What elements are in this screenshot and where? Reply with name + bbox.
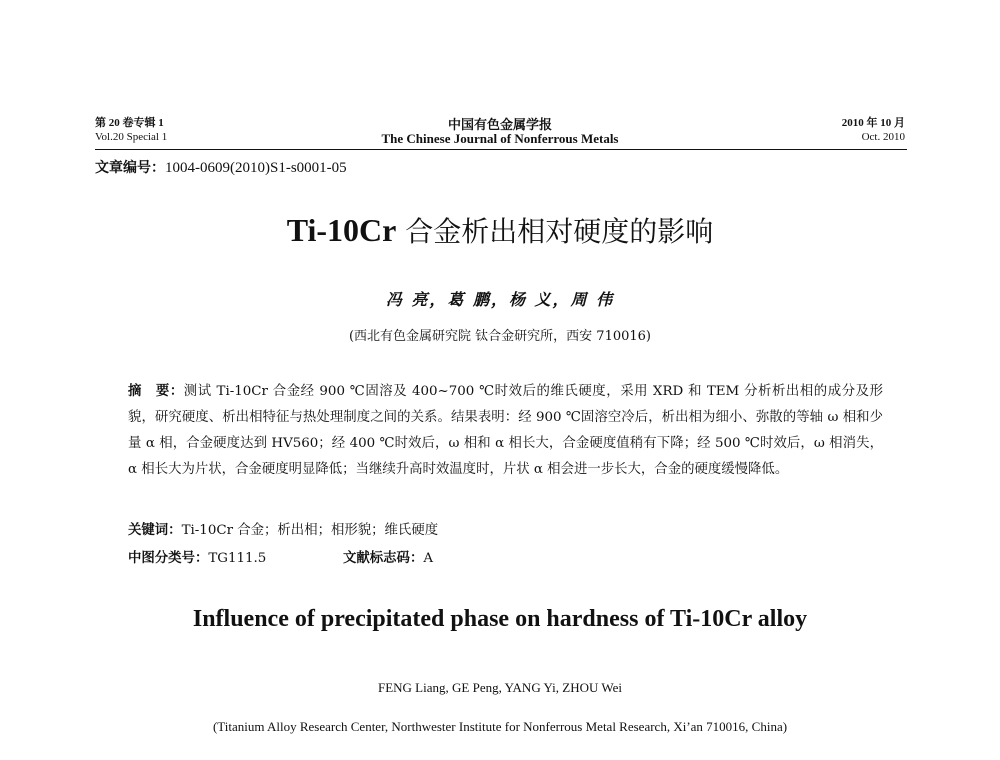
title-zh-alloy: Ti-10Cr (286, 212, 397, 248)
keywords-value: Ti-10Cr 合金；析出相；相形貌；维氏硬度 (181, 523, 439, 538)
document-code (343, 547, 433, 566)
keywords-label: 关键词： (128, 522, 182, 538)
clc-value: TG111.5 (208, 551, 267, 566)
article-number-value: 1004-0609(2010)S1-s0001-05 (165, 160, 347, 176)
title-en: Influence of precipitated phase on hardness of Ti-10Cr alloy (192, 606, 808, 632)
clc-label: 中图分类号： (128, 550, 209, 566)
abstract-text: 测试 Ti-10Cr 合金经 900 ℃固溶及 400~700 ℃时效后的维氏硬度，采用 XRD 和 TEM 分析析出相的成分及形貌，研究硬度、析出相特征与热处理制度之间的关系。结果表明：经 900 ℃固溶空冷后，析出相为细小、弥散的等轴 ω 相和少量 α 相，合金硬度达到 HV560；经 400 ℃时效后，ω 相和 α 相长大，合金硬度值稍有下降；经 500 ℃时效后，ω 相消失，α 相长大为片状，合金硬度明显降低；当继续升高时效温度时，片状 α 相会进一步长大，合金的硬度缓慢降低。 (128, 384, 883, 477)
date-zh: 2010 年 10 月 (841, 117, 905, 129)
article-number (95, 157, 347, 177)
document-code-label: 文献标志码： (343, 550, 424, 566)
running-header-en (95, 131, 905, 148)
date-en: Oct. 2010 (861, 131, 905, 143)
keywords-zh (128, 519, 438, 538)
affiliation-zh: (西北有色金属研究院 钛合金研究所，西安 710016) (348, 329, 652, 344)
volume-en: Vol.20 Special 1 (95, 131, 168, 143)
title-zh (0, 210, 1000, 250)
authors-zh: 冯 亮，葛 鹏，杨 义，周 伟 (385, 290, 615, 309)
affiliation-en: (Titanium Alloy Research Center, Northwester Institute for Nonferrous Metal Research, Xi’an 710016, China) (212, 719, 788, 734)
classification-zh (128, 547, 434, 566)
header-rule (95, 149, 907, 150)
abstract-zh (128, 378, 883, 483)
running-header-zh (95, 114, 905, 131)
running-header (95, 114, 905, 150)
article-number-label: 文章编号： (95, 160, 165, 176)
journal-name-zh: 中国有色金属学报 (447, 117, 552, 132)
volume-zh: 第 20 卷专辑 1 (95, 117, 164, 129)
abstract-label: 摘 要： (128, 383, 184, 399)
authors-en: FENG Liang, GE Peng, YANG Yi, ZHOU Wei (377, 680, 622, 695)
document-code-value: A (423, 551, 434, 566)
title-zh-rest: 合金析出相对硬度的影响 (396, 215, 714, 248)
journal-name-en: The Chinese Journal of Nonferrous Metals (381, 131, 619, 146)
